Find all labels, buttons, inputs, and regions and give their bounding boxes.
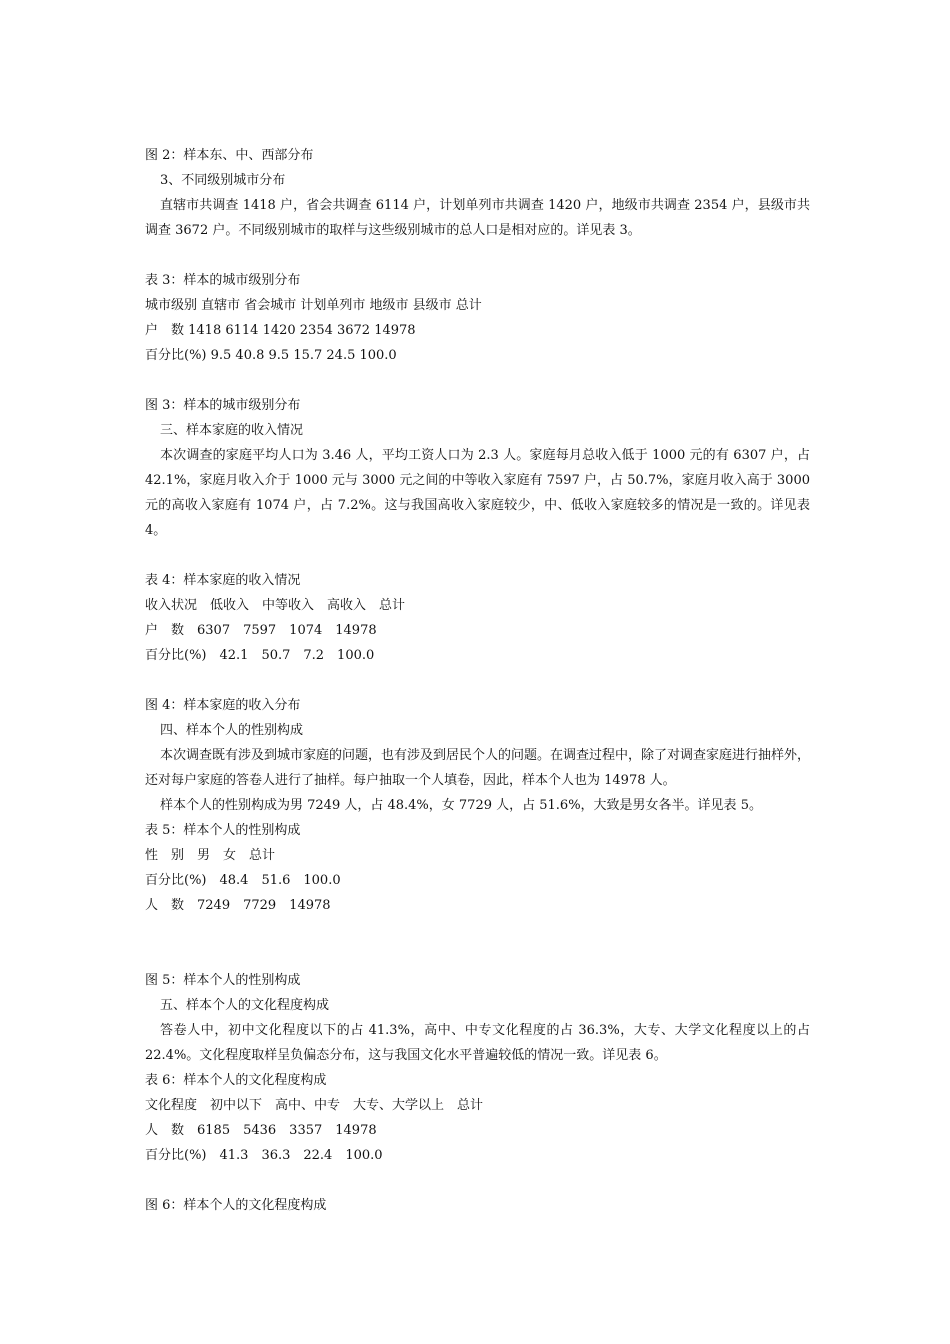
- table-5-caption: 表 5：样本个人的性别构成: [145, 823, 301, 838]
- section-3-heading: 3、不同级别城市分布: [160, 173, 286, 188]
- table-5-row-header: 性 别 男 女 总计: [145, 848, 276, 863]
- figure-5-caption: 图 5：样本个人的性别构成: [145, 973, 301, 988]
- table-3-row-percent: 百分比(%) 9.5 40.8 9.5 15.7 24.5 100.0: [145, 348, 397, 363]
- table-4-row-header: 收入状况 低收入 中等收入 高收入 总计: [145, 598, 406, 613]
- table-6-row-percent: 百分比(%) 41.3 36.3 22.4 100.0: [145, 1148, 383, 1163]
- figure-3-caption: 图 3：样本的城市级别分布: [145, 398, 301, 413]
- figure-2-caption: 图 2：样本东、中、西部分布: [145, 148, 314, 163]
- table-4-row-percent: 百分比(%) 42.1 50.7 7.2 100.0: [145, 648, 375, 663]
- figure-6-caption: 图 6：样本个人的文化程度构成: [145, 1198, 327, 1213]
- spacer: [145, 918, 810, 943]
- document-page: [145, 143, 810, 1218]
- section-income-heading: 三、样本家庭的收入情况: [160, 423, 304, 438]
- spacer: [145, 368, 810, 393]
- table-6-row-header: 文化程度 初中以下 高中、中专 大专、大学以上 总计: [145, 1098, 484, 1113]
- section-edu-paragraph: 答卷人中，初中文化程度以下的占 41.3%，高中、中专文化程度的占 36.3%，大专、大学文化程度以上的占 22.4%。文化程度取样呈负偏态分布，这与我国文化水平普遍较低的情况一致。详见表 6。: [145, 1023, 810, 1063]
- spacer: [145, 543, 810, 568]
- table-6-caption: 表 6：样本个人的文化程度构成: [145, 1073, 327, 1088]
- table-5-row-people: 人 数 7249 7729 14978: [145, 898, 331, 913]
- section-income-paragraph: 本次调查的家庭平均人口为 3.46 人，平均工资人口为 2.3 人。家庭每月总收入低于 1000 元的有 6307 户，占 42.1%，家庭月收入介于 1000 元与 3000 元之间的中等收入家庭有 7597 户，占 50.7%，家庭月收入高于 3000 元的高收入家庭有 1074 户，占 7.2%。这与我国高收入家庭较少，中、低收入家庭较多的情况是一致的。详见表 4。: [145, 448, 810, 538]
- table-4-caption: 表 4：样本家庭的收入情况: [145, 573, 301, 588]
- section-gender-paragraph-1: 本次调查既有涉及到城市家庭的问题，也有涉及到居民个人的问题。在调查过程中，除了对调查家庭进行抽样外，还对每户家庭的答卷人进行了抽样。每户抽取一个人填卷，因此，样本个人也为 14978 人。: [145, 748, 811, 788]
- table-3-caption: 表 3：样本的城市级别分布: [145, 273, 301, 288]
- section-3-paragraph: 直辖市共调查 1418 户，省会共调查 6114 户，计划单列市共调查 1420 户，地级市共调查 2354 户，县级市共调查 3672 户。不同级别城市的取样与这些级别城市的总人口是相对应的。详见表 3。: [145, 198, 810, 238]
- spacer: [145, 668, 810, 693]
- spacer: [145, 1168, 810, 1193]
- table-4-row-households: 户 数 6307 7597 1074 14978: [145, 623, 377, 638]
- section-gender-heading: 四、样本个人的性别构成: [160, 723, 304, 738]
- table-3-row-households: 户 数 1418 6114 1420 2354 3672 14978: [145, 323, 416, 338]
- table-5-row-percent: 百分比(%) 48.4 51.6 100.0: [145, 873, 341, 888]
- section-gender-paragraph-2: 样本个人的性别构成为男 7249 人，占 48.4%，女 7729 人，占 51.6%，大致是男女各半。详见表 5。: [160, 798, 762, 813]
- table-6-row-people: 人 数 6185 5436 3357 14978: [145, 1123, 377, 1138]
- section-edu-heading: 五、样本个人的文化程度构成: [160, 998, 330, 1013]
- figure-4-caption: 图 4：样本家庭的收入分布: [145, 698, 301, 713]
- table-3-row-header: 城市级别 直辖市 省会城市 计划单列市 地级市 县级市 总计: [145, 298, 482, 313]
- spacer: [145, 943, 810, 968]
- spacer: [145, 243, 810, 268]
